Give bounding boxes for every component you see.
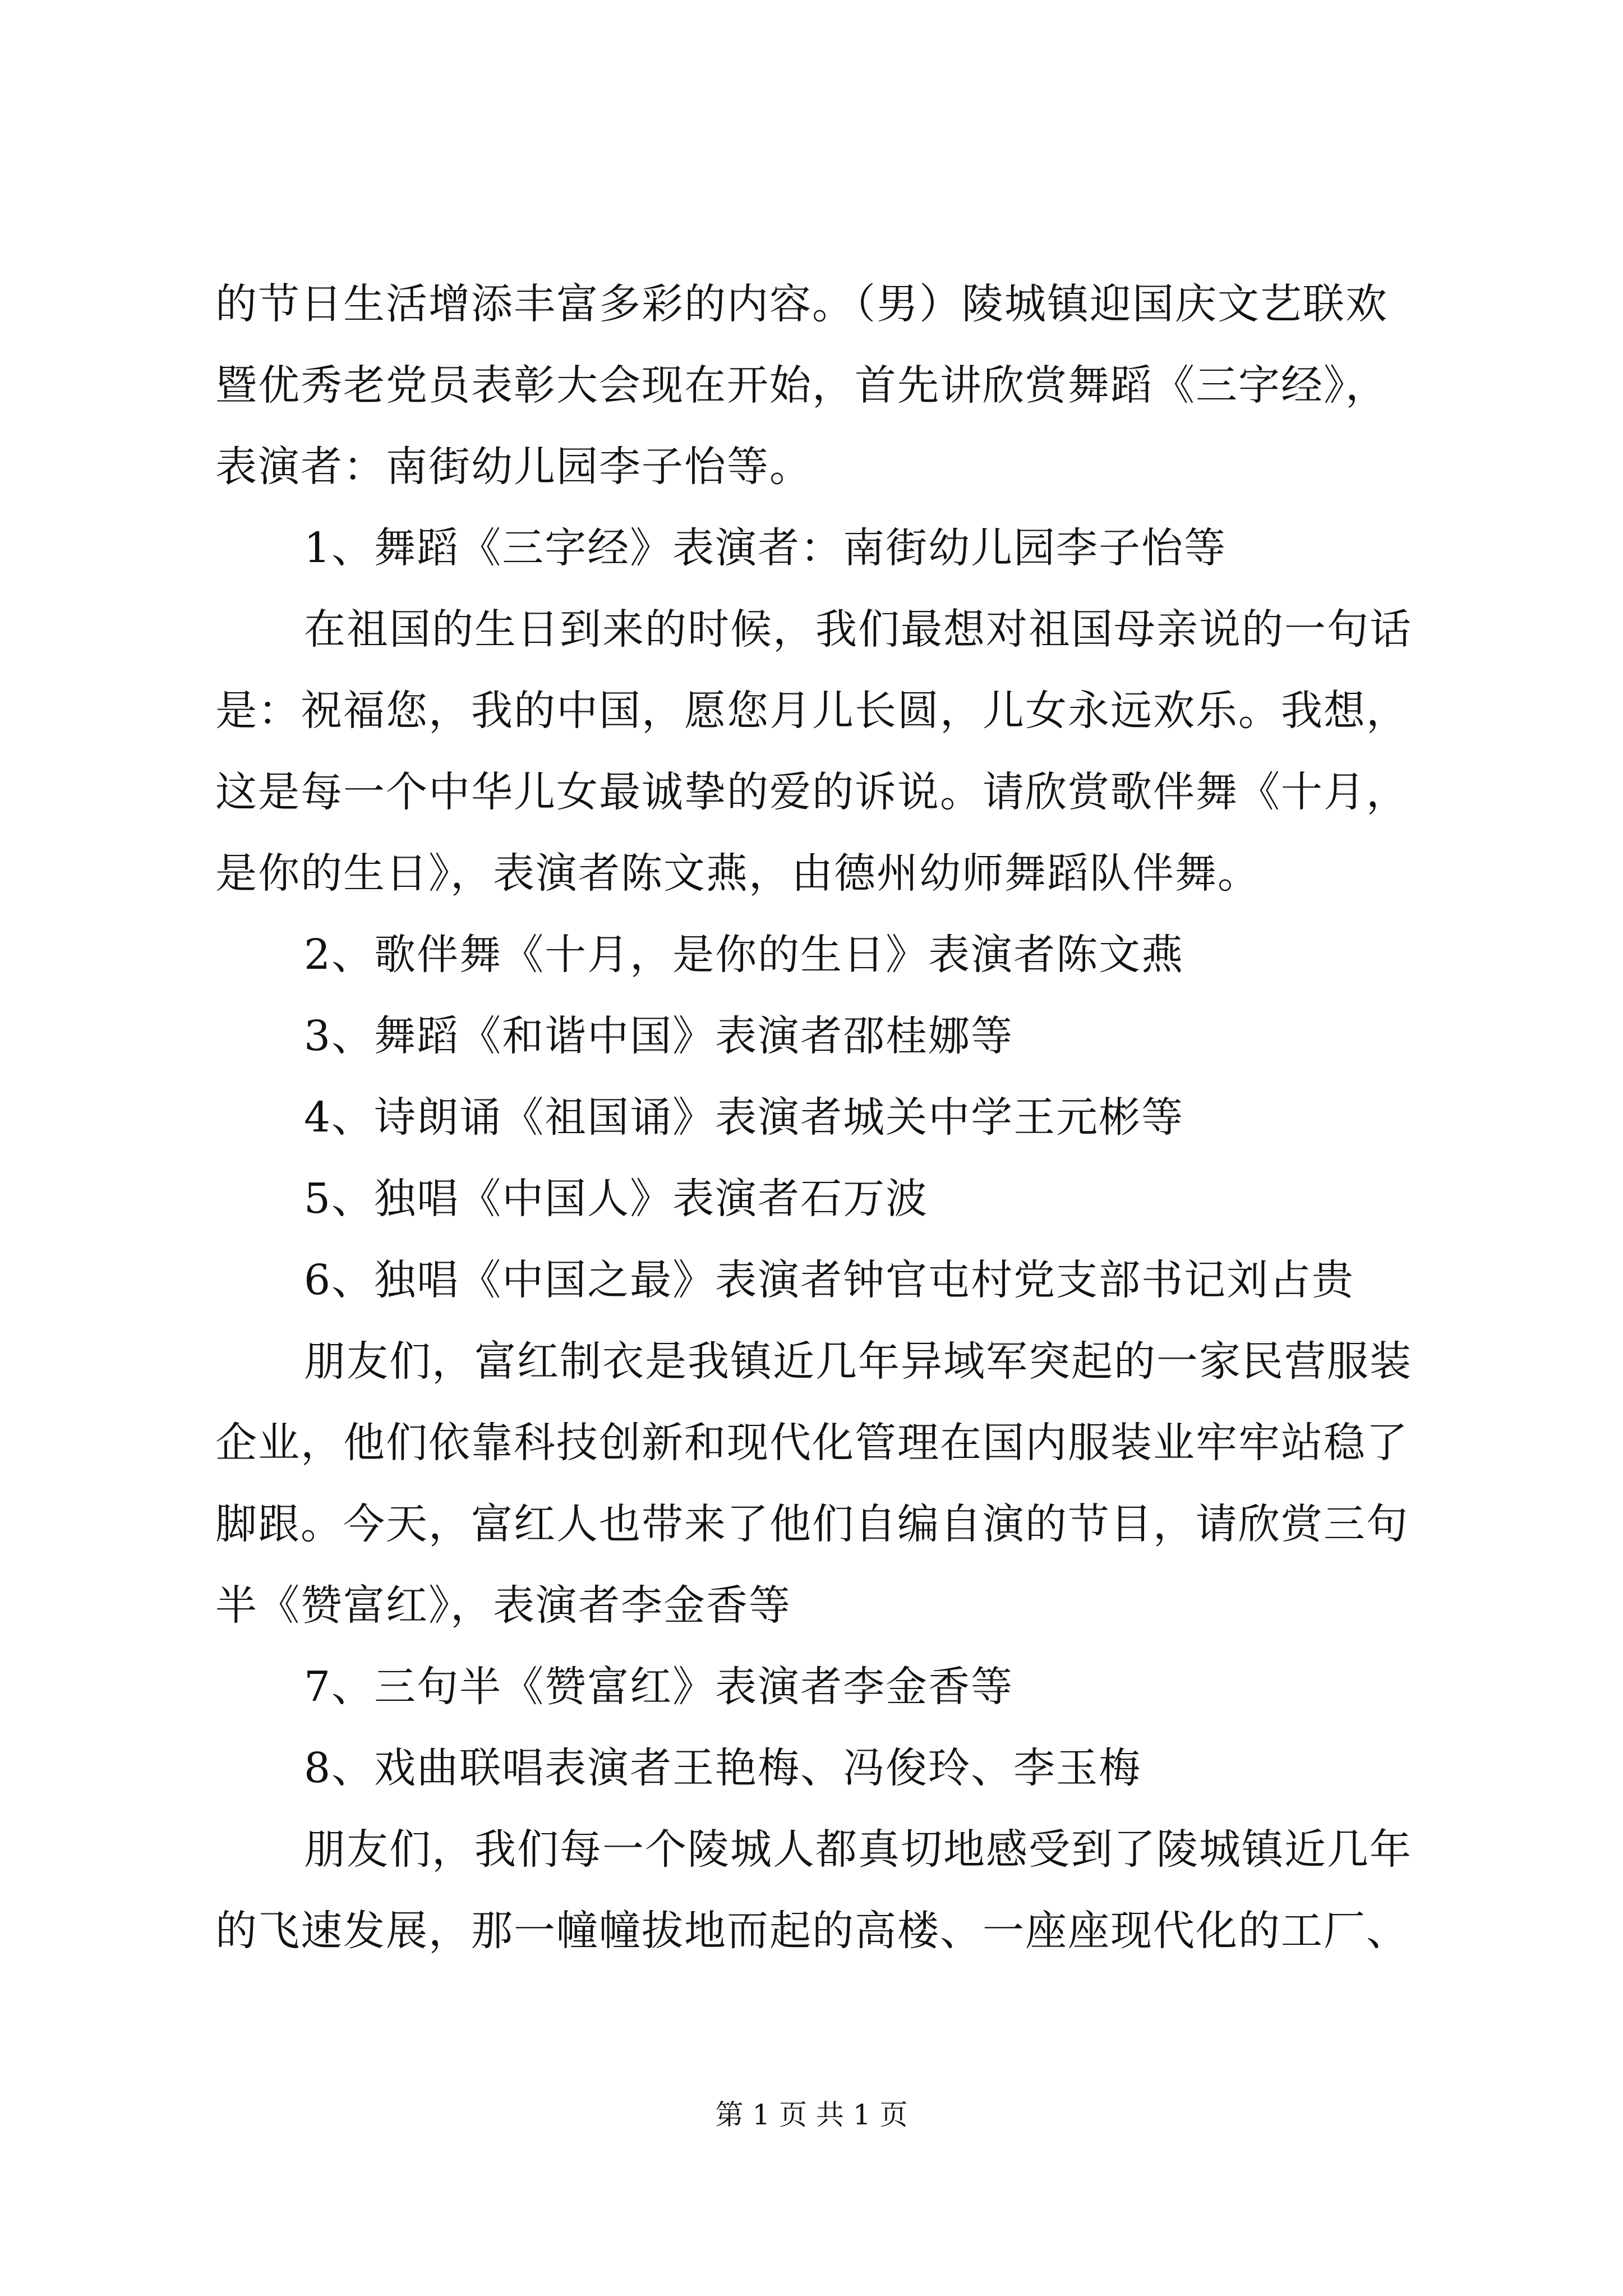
page-footer: 第 1 页 共 1 页 [715,2099,908,2131]
program-item-7: 7、三句半《赞富红》表演者李金香等 [304,1663,1014,1711]
program-item-1: 1、舞蹈《三字经》表演者：南街幼儿园李子怡等 [304,524,1227,572]
program-item-8: 8、戏曲联唱表演者王艳梅、冯俊玲、李玉梅 [304,1744,1142,1792]
text-line: 在祖国的生日到来的时候，我们最想对祖国母亲说的一句话 [304,605,1412,654]
program-item-5: 5、独唱《中国人》表演者石万波 [304,1175,929,1223]
text-line: 朋友们，我们每一个陵城人都真切地感受到了陵城镇近几年 [304,1825,1412,1874]
text-line: 的飞速发展，那一幢幢拔地而起的高楼、一座座现代化的工厂、 [215,1907,1409,1955]
text-line: 这是每一个中华儿女最诚挚的爱的诉说。请欣赏歌伴舞《十月， [215,768,1409,816]
program-item-4: 4、诗朗诵《祖国诵》表演者城关中学王元彬等 [304,1093,1184,1142]
text-line: 脚跟。今天，富红人也带来了他们自编自演的节目，请欣赏三句 [215,1500,1409,1548]
text-line: 半《赞富红》，表演者李金香等 [215,1581,791,1630]
text-line: 暨优秀老党员表彰大会现在开始，首先讲欣赏舞蹈《三字经》， [215,361,1388,409]
text-line: 表演者：南街幼儿园李子怡等。 [215,443,812,491]
program-item-3: 3、舞蹈《和谐中国》表演者邵桂娜等 [304,1012,1014,1060]
text-line: 朋友们，富红制衣是我镇近几年异域军突起的一家民营服装 [304,1337,1412,1386]
body-text [215,264,1415,1972]
program-item-6: 6、独唱《中国之最》表演者钟官屯村党支部书记刘占贵 [304,1256,1355,1304]
text-line: 是：祝福您，我的中国，愿您月儿长圆，儿女永远欢乐。我想， [215,687,1409,735]
text-line: 企业，他们依靠科技创新和现代化管理在国内服装业牢牢站稳了 [215,1419,1409,1467]
text-line: 的节日生活增添丰富多彩的内容。（男）陵城镇迎国庆文艺联欢 [215,280,1388,328]
text-line: 是你的生日》，表演者陈文燕，由德州幼师舞蹈队伴舞。 [215,849,1260,898]
program-item-2: 2、歌伴舞《十月，是你的生日》表演者陈文燕 [304,931,1184,979]
